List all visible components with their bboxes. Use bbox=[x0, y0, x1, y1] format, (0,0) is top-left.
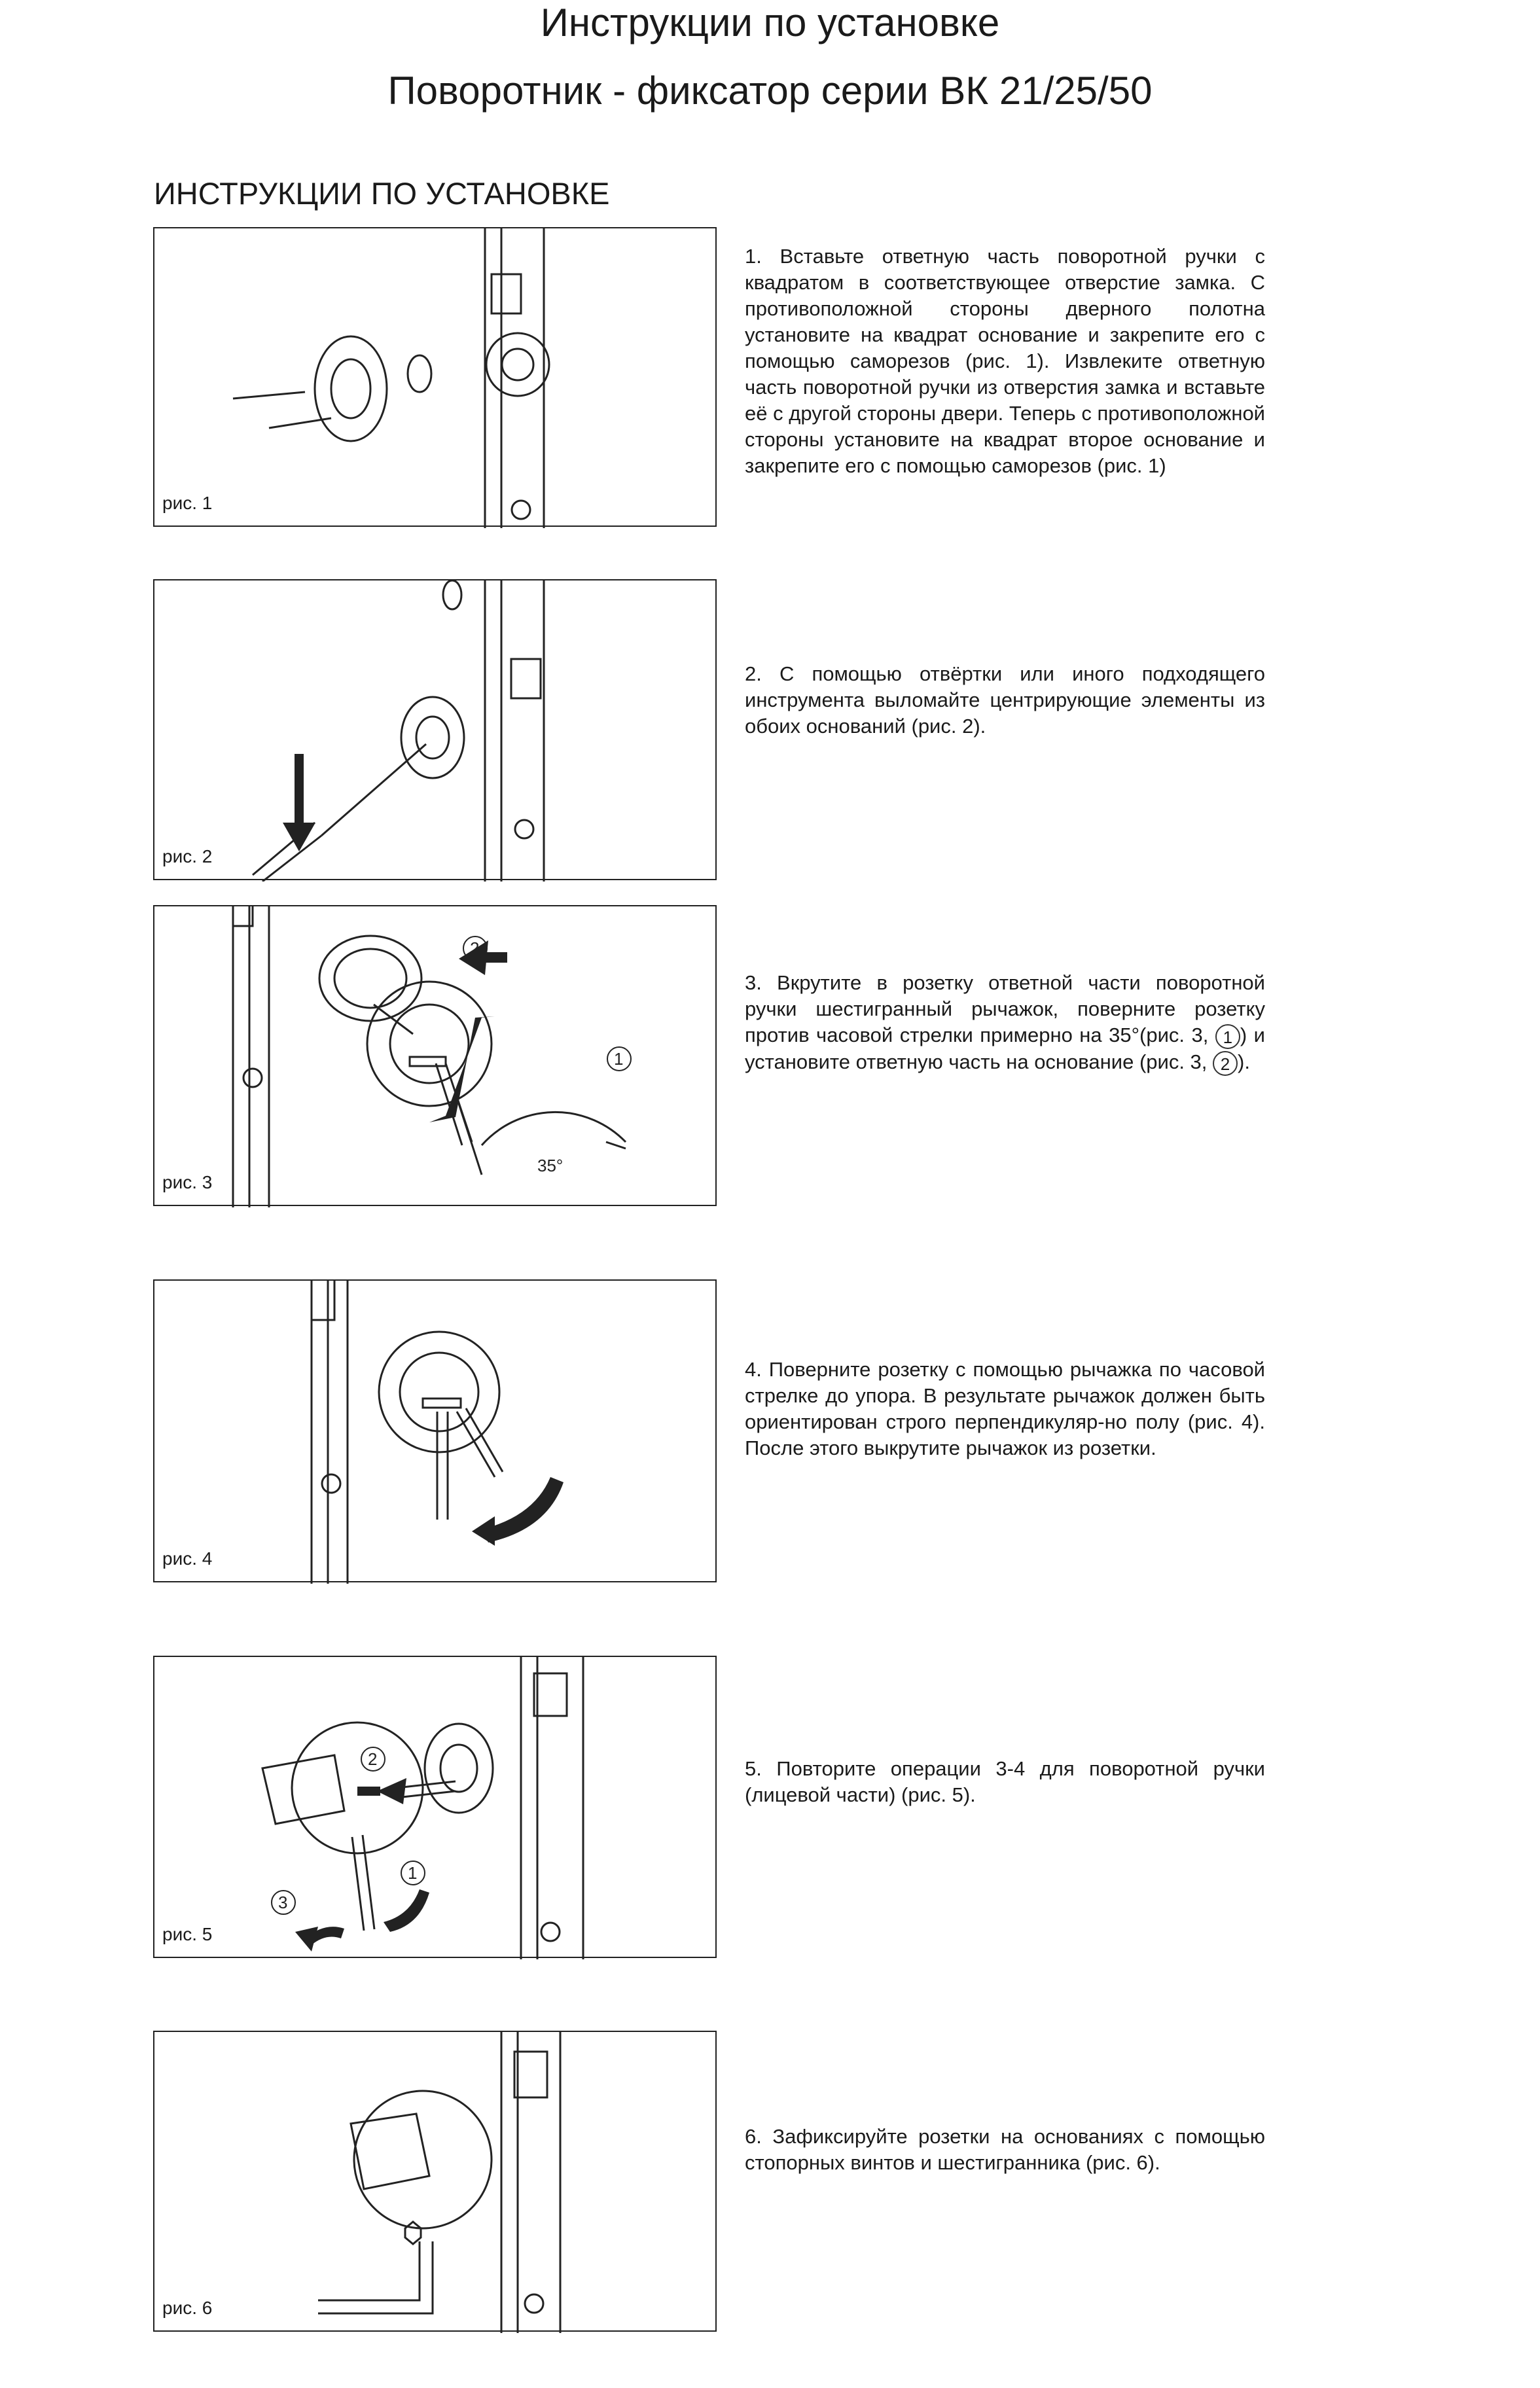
step-2-text: 2. С помощью отвёртки или иного подходящего инструмента выломайте центрирующие элементы из обоих оснований (рис. 2). bbox=[745, 662, 1265, 738]
figure-2-illustration bbox=[154, 580, 718, 882]
figure-3-illustration bbox=[154, 906, 718, 1207]
figure-5-label: рис. 5 bbox=[162, 1924, 213, 1944]
figure-5-callout-3: 3 bbox=[278, 1893, 288, 1912]
step-1-text: 1. Вставьте ответную часть поворотной ручки с квадратом в соответствующее отверстие замка. С противоположной стороны дверного полотна установите на квадрат основание и закрепите его с помощью саморезов (рис. 1). Извлеките ответную часть поворотной ручки из отверстия замка и вставьте её с другой стороны двери. Теперь с противоположной стороны установите на квадрат второе основание и закрепите его с помощью саморезов (рис. 1) bbox=[745, 245, 1265, 477]
figure-4 bbox=[153, 1279, 717, 1582]
step-5-text: 5. Повторите операции 3-4 для поворотной ручки (лицевой части) (рис. 5). bbox=[745, 1757, 1265, 1806]
step-4-text: 4. Поверните розетку с помощью рычажка по часовой стрелке до упора. В результате рычажок должен быть ориентирован строго перпендикуляр-но полу (рис. 4). После этого выкрутите рычажок из розетки. bbox=[745, 1358, 1265, 1459]
figure-4-label: рис. 4 bbox=[162, 1548, 213, 1569]
step-3-circle-2: 2 bbox=[1213, 1051, 1238, 1076]
step-6-text: 6. Зафиксируйте розетки на основаниях с помощью стопорных винтов и шестигранника (рис. 6). bbox=[745, 2125, 1265, 2174]
step-3-text-a: 3. Вкрутите в розетку ответной части поворотной ручки шестигранный рычажок, поверните розетку против часовой стрелки примерно на 35°(рис. 3, bbox=[745, 971, 1265, 1046]
figure-2 bbox=[153, 579, 717, 880]
step-3-text-b: ) и установите ответную часть на основание (рис. 3, bbox=[745, 1024, 1265, 1073]
section-heading: ИНСТРУКЦИИ ПО УСТАНОВКЕ bbox=[154, 176, 610, 211]
figure-3-callout-1: 1 bbox=[614, 1049, 624, 1069]
figure-3 bbox=[153, 905, 717, 1206]
step-3-text bbox=[745, 970, 1265, 1076]
figure-4-illustration bbox=[154, 1281, 718, 1584]
figure-3-angle-label: 35° bbox=[537, 1156, 564, 1175]
figure-1-label: рис. 1 bbox=[162, 493, 213, 513]
figure-5-illustration bbox=[154, 1657, 718, 1959]
figure-5 bbox=[153, 1656, 717, 1958]
page-title: Инструкции по установке bbox=[540, 1, 1000, 45]
step-3-text-c: ). bbox=[1238, 1050, 1250, 1073]
step-3-circle-1: 1 bbox=[1215, 1024, 1240, 1049]
figure-5-callout-2: 2 bbox=[368, 1749, 378, 1769]
figure-6-illustration bbox=[154, 2032, 718, 2333]
figure-1-illustration bbox=[154, 228, 718, 528]
figure-6-label: рис. 6 bbox=[162, 2298, 213, 2318]
figure-1 bbox=[153, 227, 717, 527]
page-subtitle: Поворотник - фиксатор серии ВК 21/25/50 bbox=[387, 69, 1153, 113]
figure-6 bbox=[153, 2031, 717, 2332]
figure-5-callout-1: 1 bbox=[408, 1863, 418, 1883]
figure-3-callout-2: 2 bbox=[470, 938, 480, 958]
figure-3-label: рис. 3 bbox=[162, 1172, 213, 1192]
figure-2-label: рис. 2 bbox=[162, 846, 213, 866]
